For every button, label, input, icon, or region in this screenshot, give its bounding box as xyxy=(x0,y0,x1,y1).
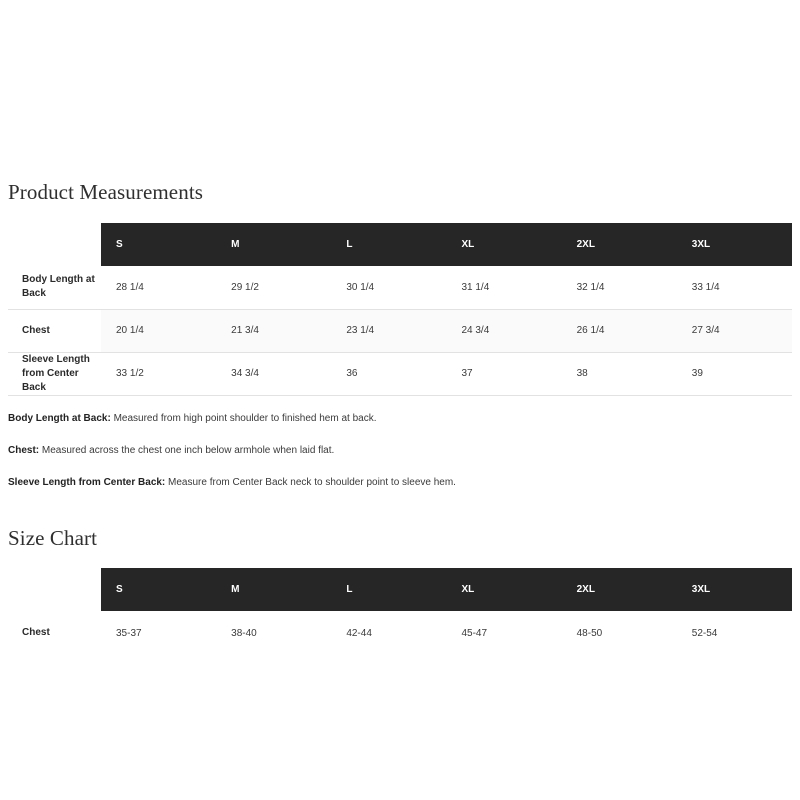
note xyxy=(8,476,792,490)
table-cell: 48-50 xyxy=(576,627,603,639)
note-text: Measure from Center Back neck to shoulder point to sleeve hem. xyxy=(165,477,456,488)
table-cell: 33 1/4 xyxy=(691,281,720,293)
measurement-notes xyxy=(8,412,792,508)
size-header: L xyxy=(331,223,446,266)
size-header: L xyxy=(331,568,446,611)
note xyxy=(8,412,792,426)
table-row xyxy=(8,611,792,655)
size-header: 2XL xyxy=(562,568,677,611)
size-header: S xyxy=(101,568,216,611)
row-label: Chest xyxy=(22,627,50,638)
size-header: S xyxy=(101,223,216,266)
table-cell: 26 1/4 xyxy=(562,309,677,352)
table-cell: 27 3/4 xyxy=(677,309,792,352)
table-cell: 38-40 xyxy=(231,627,257,639)
size-header: M xyxy=(216,568,331,611)
table-cell: 28 1/4 xyxy=(116,281,144,293)
product-measurements-table xyxy=(8,223,792,396)
row-label: Sleeve Length from Center Back xyxy=(22,353,90,393)
table-header-row xyxy=(8,223,792,266)
table-cell: 37 xyxy=(461,368,473,379)
size-header: XL xyxy=(446,223,561,266)
size-header: XL xyxy=(446,568,561,611)
table-cell: 35-37 xyxy=(116,627,142,639)
header-corner xyxy=(8,223,101,266)
row-label: Chest xyxy=(22,324,50,336)
table-cell: 45-47 xyxy=(461,627,488,639)
table-cell: 42-44 xyxy=(346,627,372,639)
size-header: 2XL xyxy=(562,223,677,266)
table-cell: 30 1/4 xyxy=(346,281,375,293)
table-cell: 38 xyxy=(576,368,588,379)
note-label: Chest: xyxy=(8,445,40,456)
table-cell: 52-54 xyxy=(691,627,718,639)
note xyxy=(8,444,792,458)
size-chart-table xyxy=(8,568,792,655)
size-header: 3XL xyxy=(677,223,792,266)
product-measurements-title: Product Measurements xyxy=(8,180,204,204)
table-cell: 29 1/2 xyxy=(231,281,259,293)
table-cell: 21 3/4 xyxy=(216,309,331,352)
size-chart-title: Size Chart xyxy=(8,526,98,550)
note-text: Measured from high point shoulder to finished hem at back. xyxy=(110,413,377,424)
table-cell: 24 3/4 xyxy=(446,309,561,352)
table-cell: 36 xyxy=(346,368,358,379)
note-label: Sleeve Length from Center Back: xyxy=(8,477,166,488)
table-row xyxy=(8,352,792,395)
size-header: M xyxy=(216,223,331,266)
table-cell: 23 1/4 xyxy=(331,309,446,352)
size-header: 3XL xyxy=(677,568,792,611)
table-cell: 39 xyxy=(691,368,703,379)
table-cell: 33 1/2 xyxy=(116,368,144,379)
table-cell: 31 1/4 xyxy=(461,281,490,293)
table-row xyxy=(8,309,792,352)
table-cell: 34 3/4 xyxy=(231,368,259,379)
table-row xyxy=(8,266,792,309)
note-text: Measured across the chest one inch below armhole when laid flat. xyxy=(39,445,335,456)
table-header-row xyxy=(8,568,792,611)
header-corner xyxy=(8,568,101,611)
note-label: Body Length at Back: xyxy=(8,413,111,424)
row-label: Body Length at Back xyxy=(22,274,95,300)
table-cell: 20 1/4 xyxy=(101,309,216,352)
table-cell: 32 1/4 xyxy=(576,281,605,293)
